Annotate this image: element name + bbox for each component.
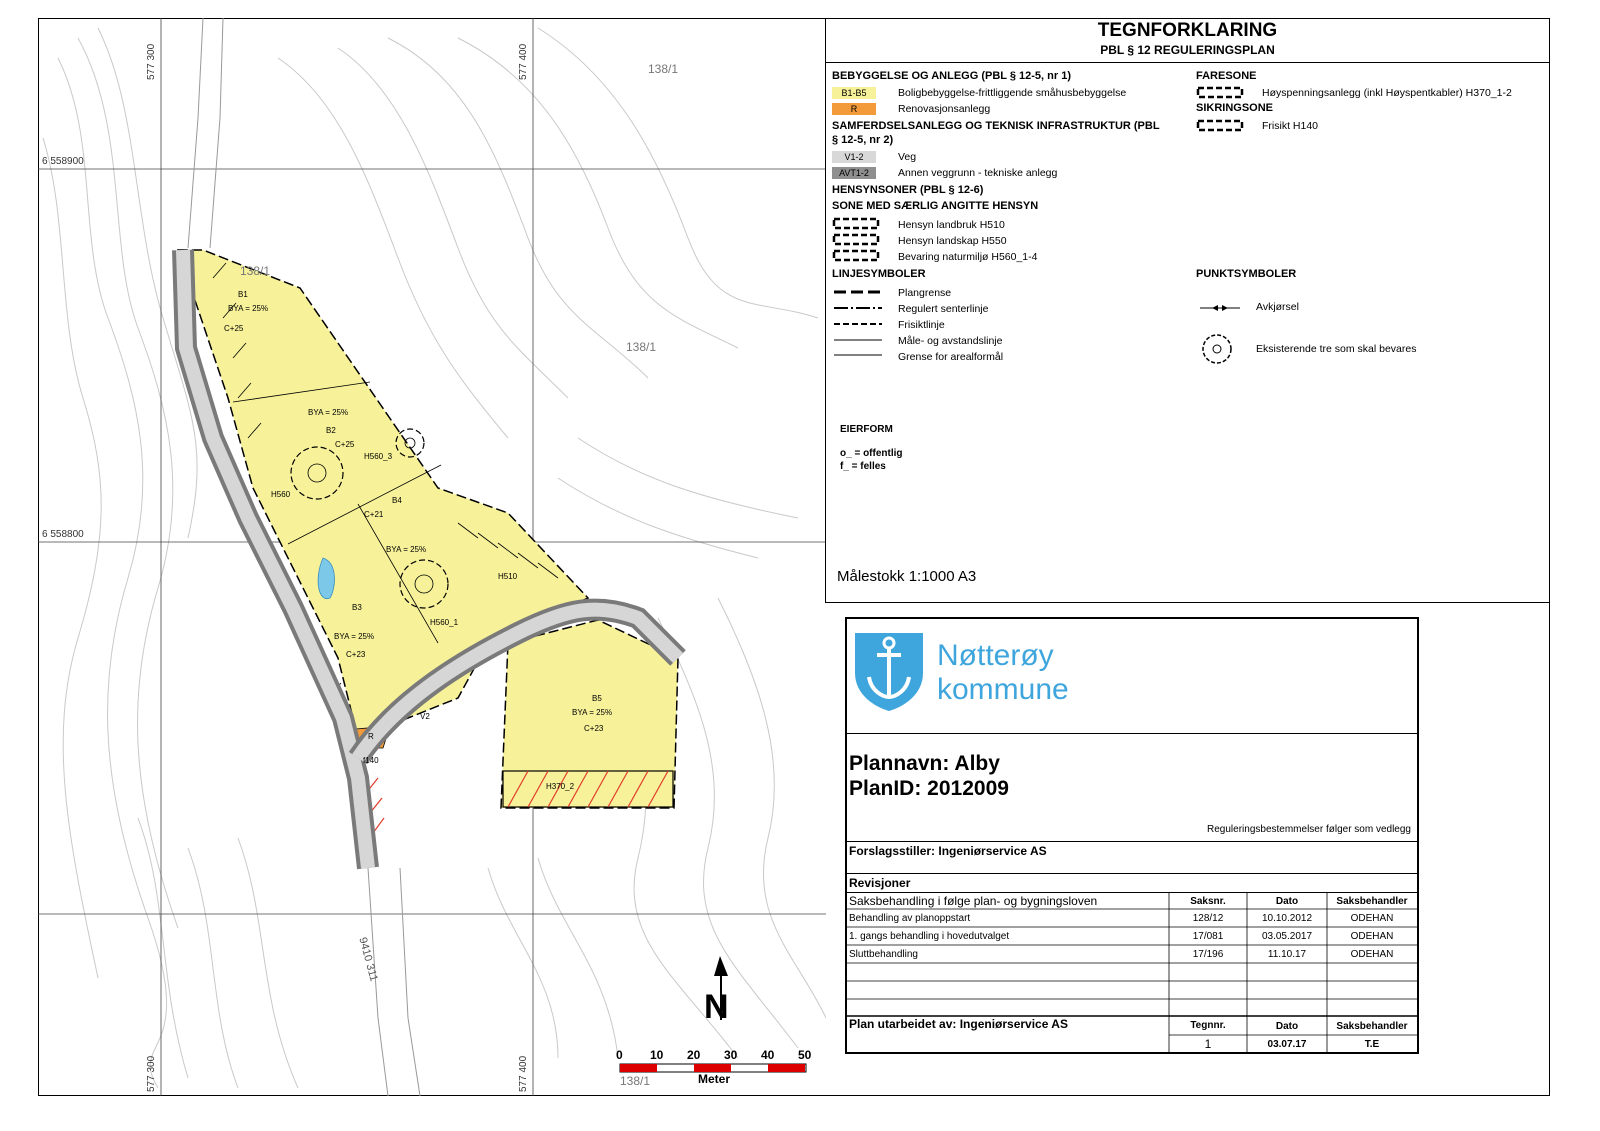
grid-label-x1: 577 300 [146,43,157,80]
scale-tick: 50 [798,1048,812,1062]
table-head-saksbehandler: Saksbehandler [1336,896,1408,907]
legend-line-maale: Måle- og avstandslinje [898,335,1003,347]
title-block [845,617,1419,1054]
zone-h510: H510 [498,572,518,581]
table-row-1-desc: Behandling av planoppstart [849,913,971,924]
zone-b4-c: C+21 [364,510,384,519]
footer-head-dato: Dato [1275,1021,1299,1032]
swatch-b1b5: B1-B5 [832,87,876,99]
zone-b4-bya: BYA = 25% [386,545,427,554]
table-row-1-behandler: ODEHAN [1350,913,1394,924]
road-name: 9410 311 [356,936,380,983]
legend-sikringsone: Frisikt H140 [1262,120,1319,132]
legend-section-faresone: FARESONE [1196,70,1257,82]
table-head-saksnr: Saksnr. [1190,896,1226,907]
utarbeidet-av: Plan utarbeidet av: Ingeniørservice AS [849,1017,1068,1031]
tree-icon [1200,332,1234,366]
zone-b3-c: C+23 [346,650,366,659]
table-row-3-saksnr: 17/196 [1192,949,1224,960]
coat-of-arms-icon [853,629,925,713]
grid-label-x2: 577 400 [518,43,529,80]
parcel-label: 138/1 [648,62,679,76]
zone-r: R [368,732,374,741]
zone-b1-bya: BYA = 25% [228,304,269,313]
legend-panel [825,18,1550,603]
legend-section-lines: LINJESYMBOLER [832,268,926,280]
zone-h560: H560 [271,490,291,499]
footer-dato: 03.07.17 [1267,1039,1307,1050]
legend-eier-felles: f_ = felles [840,461,886,472]
table-row-3-desc: Sluttbehandling [849,949,918,960]
legend-title-divider [826,62,1549,63]
hensyn-symbols [832,217,884,265]
divider [847,733,1417,734]
table-row-2-behandler: ODEHAN [1350,931,1394,942]
zone-b5-c: C+23 [584,724,604,733]
legend-h550: Hensyn landskap H550 [898,235,1007,247]
legend-section-hensyn: HENSYNSONER (PBL § 12-6) [832,184,984,196]
legend-tree: Eksisterende tre som skal bevares [1256,343,1417,355]
legend-avt: Annen veggrunn - tekniske anlegg [898,167,1058,179]
zone-b3-label: B3 [352,603,362,612]
logo-line2: kommune [937,673,1069,706]
parcel-label: 138/1 [240,264,271,278]
zone-b2-label: B2 [326,426,336,435]
legend-h560: Bevaring naturmiljø H560_1-4 [898,251,1038,263]
zone-b1-c: C+25 [224,324,244,333]
zone-h560-3: H560_3 [364,452,393,461]
zone-f140: f140 [363,756,379,765]
legend-section-punkt: PUNKTSYMBOLER [1196,268,1297,280]
swatch-r: R [832,103,876,115]
parcel-label: 138/1 [620,1074,651,1088]
table-row-2-dato: 03.05.2017 [1261,931,1313,942]
zone-b4-label: B4 [392,496,402,505]
scale-tick: 40 [761,1048,775,1062]
avkjorsel-icon [1198,302,1244,314]
plan-id: PlanID: 2012009 [849,777,1009,800]
zone-b1-label: B1 [238,290,248,299]
scale-tick: 30 [724,1048,738,1062]
legend-line-grense: Grense for arealformål [898,351,1004,363]
table-row-3-behandler: ODEHAN [1350,949,1394,960]
grid-label-x2-bottom: 577 400 [518,1055,529,1092]
legend-title: TEGNFORKLARING [1097,20,1278,41]
table-head-main: Saksbehandling i følge plan- og bygningsloven [849,894,1098,908]
scale-text: Målestokk 1:1000 A3 [837,568,977,585]
grid-label-y1: 6 558900 [42,156,84,167]
legend-v: Veg [898,151,917,163]
legend-h510: Hensyn landbruk H510 [898,219,1005,231]
faresone-symbol [1196,86,1246,100]
zone-b5-label: B5 [592,694,602,703]
legend-eier-offentlig: o_ = offentlig [840,448,903,459]
table-row-1-saksnr: 128/12 [1192,913,1224,924]
legend-line-senterlinje: Regulert senterlinje [898,303,989,315]
swatch-avt: AVT1-2 [832,167,876,179]
legend-r: Renovasjonsanlegg [898,103,991,115]
legend-line-plangrense: Plangrense [898,287,952,299]
revisjoner-heading: Revisjoner [849,876,911,890]
divider [847,873,1417,874]
legend-section-samferdsel-2: § 12-5, nr 2) [832,134,894,146]
map-canvas [38,18,826,1096]
legend-line-frisikt: Frisiktlinje [898,319,945,331]
table-head-dato: Dato [1275,896,1299,907]
legend-avkjorsel: Avkjørsel [1256,301,1299,313]
footer-head-tegnnr: Tegnnr. [1190,1020,1226,1031]
sikringsone-symbol [1196,119,1246,133]
vedlegg-note: Reguleringsbestemmelser følger som vedlegg [1207,824,1411,835]
table-row-1-dato: 10.10.2012 [1261,913,1313,924]
zone-v2: V2 [420,712,430,721]
legend-subtitle: PBL § 12 REGULERINGSPLAN [1100,43,1275,57]
table-row-2-saksnr: 17/081 [1192,931,1224,942]
scale-tick: 20 [687,1048,701,1062]
footer-head-saksbehandler: Saksbehandler [1336,1021,1408,1032]
scale-tick: 0 [616,1048,623,1062]
legend-section-eierform: EIERFORM [840,424,893,435]
legend-b1b5: Boligbebyggelse-frittliggende småhusbebyggelse [898,87,1127,99]
zone-h370: H370_2 [546,782,575,791]
north-label: N [704,988,729,1026]
zone-b5-bya: BYA = 25% [572,708,613,717]
plan-name: Plannavn: Alby [849,752,1000,775]
scale-unit: Meter [698,1072,731,1086]
logo-line1: Nøtterøy [937,639,1054,672]
grid-label-x1-bottom: 577 300 [146,1055,157,1092]
footer-tegnnr: 1 [1204,1037,1212,1051]
legend-section-sikringsone: SIKRINGSONE [1196,102,1274,114]
divider [847,841,1417,842]
footer-saksbehandler: T.E [1364,1039,1380,1050]
scale-tick: 10 [650,1048,664,1062]
table-row-3-dato: 11.10.17 [1267,949,1307,960]
legend-section-samferdsel-1: SAMFERDSELSANLEGG OG TEKNISK INFRASTRUKTUR (PBL [832,120,1160,132]
swatch-v: V1-2 [832,151,876,163]
line-symbols [832,284,888,356]
parcel-label: 138/1 [626,340,657,354]
zone-b2-c: C+25 [335,440,355,449]
legend-section-bebyggelse: BEBYGGELSE OG ANLEGG (PBL § 12-5, nr 1) [832,70,1071,82]
grid-label-y2: 6 558800 [42,529,84,540]
map-panel[interactable] [38,18,826,1096]
zone-h560-1: H560_1 [430,618,459,627]
zone-b3-bya: BYA = 25% [334,632,375,641]
forslagsstiller: Forslagsstiller: Ingeniørservice AS [849,844,1047,858]
zone-b2-bya: BYA = 25% [308,408,349,417]
table-row-2-desc: 1. gangs behandling i hovedutvalget [849,931,1010,942]
legend-faresone: Høyspenningsanlegg (inkl Høyspentkabler) H370_1-2 [1262,87,1512,99]
legend-section-hensyn-sub: SONE MED SÆRLIG ANGITTE HENSYN [832,200,1039,212]
